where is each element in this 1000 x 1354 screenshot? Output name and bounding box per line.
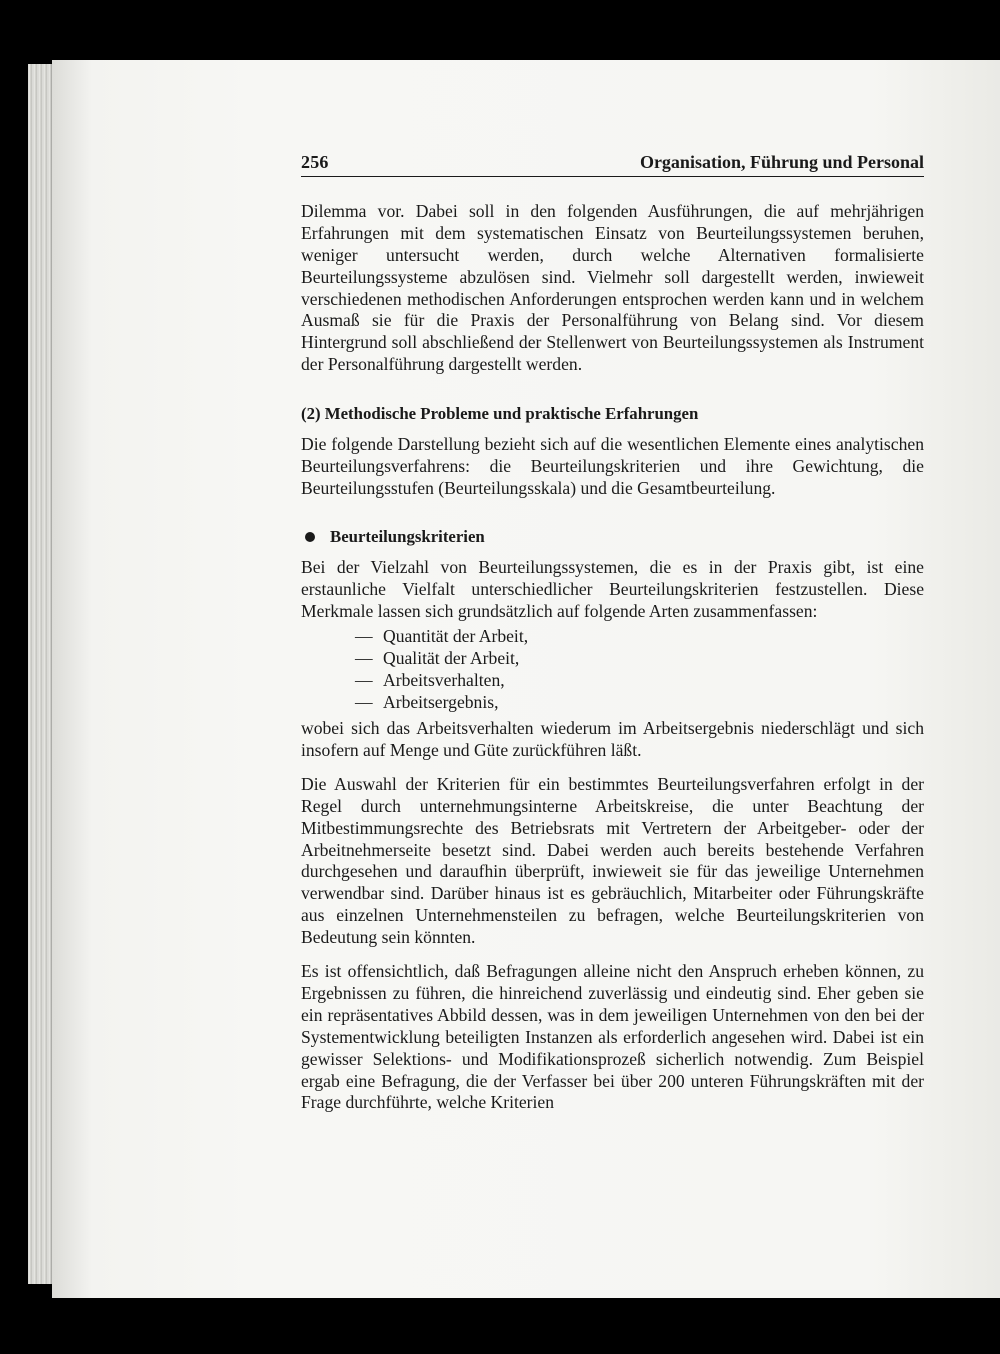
dash-icon: — [355, 692, 373, 713]
list-item-text: Qualität der Arbeit, [383, 648, 520, 669]
running-title: Organisation, Führung und Personal [639, 152, 924, 172]
subsection-heading [301, 526, 924, 548]
page-number: 256 [301, 152, 329, 172]
dash-icon: — [355, 626, 373, 647]
list-item [355, 626, 924, 648]
bullet-icon [305, 532, 315, 542]
list-item [355, 670, 924, 692]
subsection-paragraph-1: Bei der Vielzahl von Beurteilungssystemen, die es in der Praxis gibt, ist eine erstaunliche Vielfalt unterschiedlicher Beurteilungskriterien festzustellen. Diese Merkmale lassen sich grundsätzlich auf folgende Arten zusammenfassen: [301, 556, 924, 621]
section-heading: (2) Methodische Probleme und praktische Erfahrungen [301, 404, 699, 424]
list-item-text: Arbeitsergebnis, [383, 692, 499, 713]
subsection-paragraph-2: wobei sich das Arbeitsverhalten wiederum im Arbeitsergebnis niederschlägt und sich insofern auf Menge und Güte zurückführen läßt. [301, 717, 924, 760]
criteria-list [355, 626, 924, 714]
list-item [355, 692, 924, 714]
subsection-paragraph-4: Es ist offensichtlich, daß Befragungen alleine nicht den Anspruch erheben können, zu Ergebnissen zu führen, die hinreichend zuverlässig und eindeutig sind. Eher geben sie ein repräsentatives Abbild dessen, was in dem jeweiligen Unternehmen von den bei der Systementwicklung beteiligten Instanzen als erforderlich angesehen wird. Dabei ist ein gewisser Selektions- und Modifikationsprozeß sicherlich notwendig. Zum Beispiel ergab eine Befragung, die der Verfasser bei über 200 unteren Führungskräften mit der Frage durchführte, welche Kriterien [301, 961, 924, 1113]
subsection-paragraph-3: Die Auswahl der Kriterien für ein bestimmtes Beurteilungsverfahren erfolgt in der Regel durch unternehmungsinterne Arbeitskreise, die unter Beachtung der Mitbestimmungsrechte des Betriebsrats mit Vertretern der Arbeitgeber- oder der Arbeitnehmerseite besetzt sind. Dabei werden auch bereits bestehende Verfahren durchgesehen und daraufhin überprüft, inwieweit sie für das jeweilige Unternehmen verwendbar sind. Darüber hinaus ist es gebräuchlich, Mitarbeiter oder Führungskräfte aus einzelnen Unternehmensteilen zu befragen, welche Beurteilungskriterien von Bedeutung sein könnten. [301, 773, 924, 948]
list-item-text: Quantität der Arbeit, [383, 626, 529, 647]
running-header [301, 152, 924, 177]
subsection-heading-text: Beurteilungskriterien [330, 526, 485, 546]
page-content [301, 152, 924, 1114]
list-item-text: Arbeitsverhalten, [383, 670, 505, 691]
intro-paragraph: Dilemma vor. Dabei soll in den folgenden Ausführungen, die auf mehrjährigen Erfahrungen mit dem systematischen Einsatz von Beurteilungssystemen beruhen, weniger untersucht werden, durch welche Alternativen formalisierte Beurteilungssysteme abzulösen sind. Vielmehr soll dargestellt werden, inwieweit verschiedenen methodischen Anforderungen entsprochen werden kann und in welchem Ausmaß sie für die Praxis der Personalführung von Belang sind. Vor diesem Hintergrund soll abschließend der Stellenwert von Beurteilungssystemen als Instrument der Personalführung dargestellt werden. [301, 200, 924, 375]
list-item [355, 648, 924, 670]
dash-icon: — [355, 648, 373, 669]
section-paragraph: Die folgende Darstellung bezieht sich auf die wesentlichen Elemente eines analytischen Beurteilungsverfahrens: die Beurteilungskriterien und ihre Gewichtung, die Beurteilungsstufen (Beurteilungsskala) und die Gesamtbeurteilung. [301, 434, 924, 498]
dash-icon: — [355, 670, 373, 691]
